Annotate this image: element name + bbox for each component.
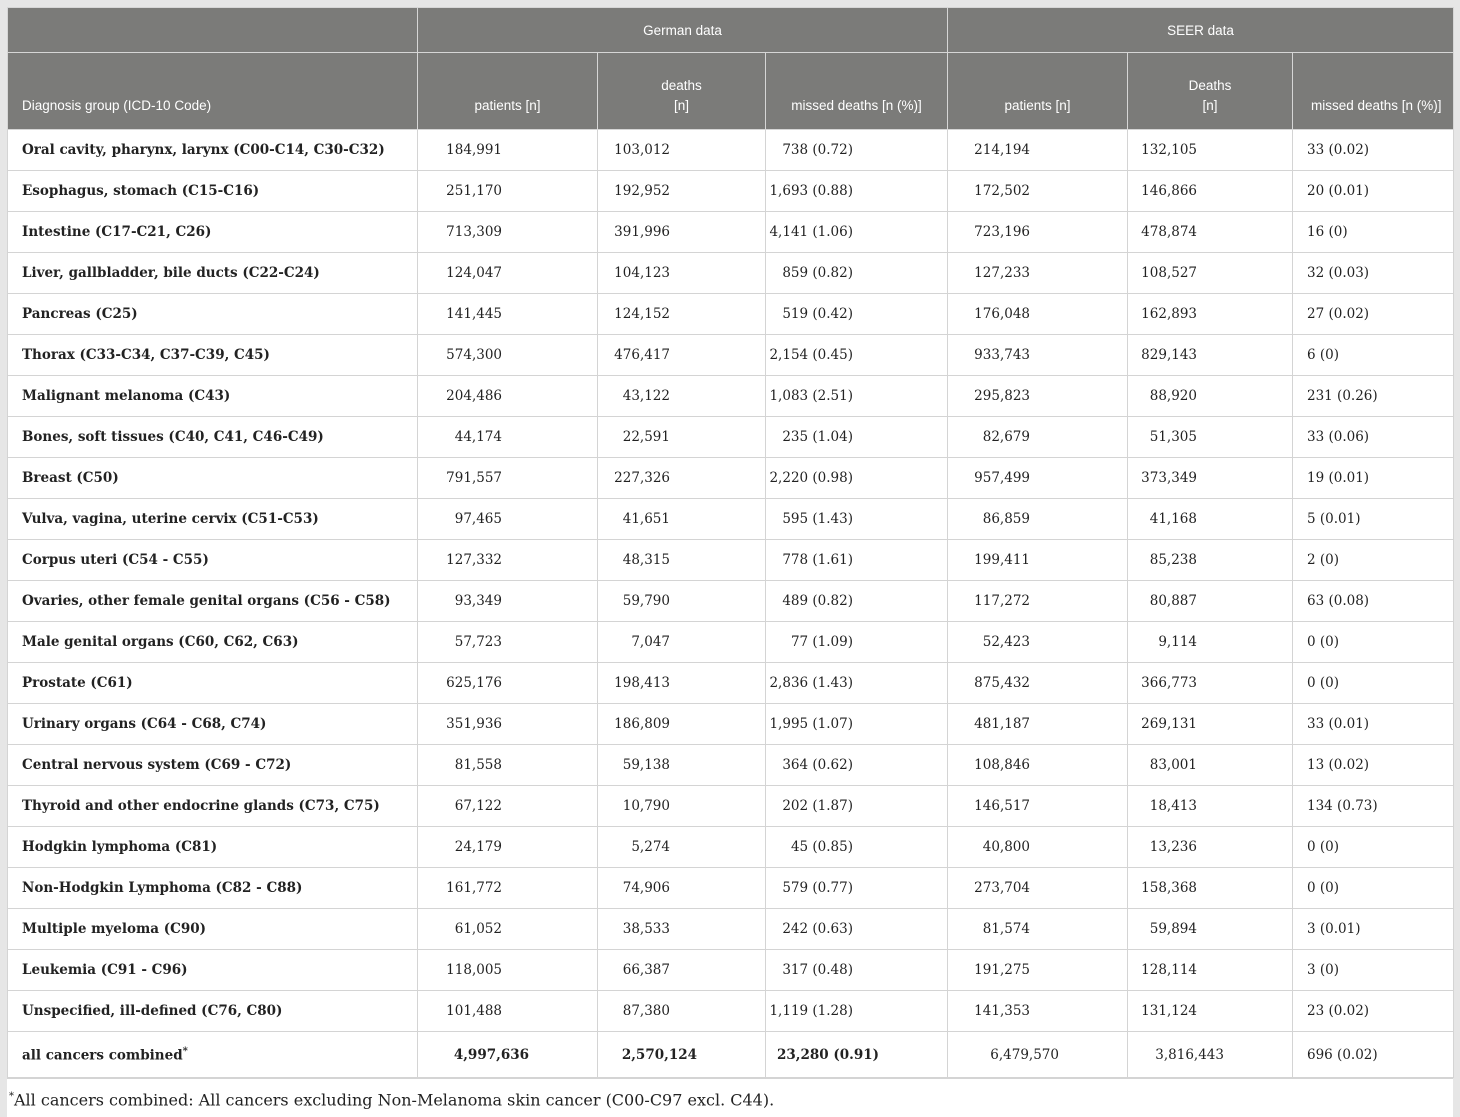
table-row <box>8 171 1454 212</box>
patients-seer-cell: 933,743 <box>948 335 1128 376</box>
patients-seer-cell: 172,502 <box>948 171 1128 212</box>
missed-seer-cell: 33 (0.01) <box>1293 704 1454 745</box>
patients-german-cell: 351,936 <box>418 704 598 745</box>
total-missed-seer: 696 (0.02) <box>1293 1032 1454 1078</box>
patients-seer-cell: 40,800 <box>948 827 1128 868</box>
missed-german-cell: 1,693 (0.88) <box>766 171 948 212</box>
deaths-german-cell: 10,790 <box>598 786 766 827</box>
patients-seer-cell: 176,048 <box>948 294 1128 335</box>
patients-german-cell: 141,445 <box>418 294 598 335</box>
table-row <box>8 499 1454 540</box>
header-patients-german: patients [n] <box>418 53 598 130</box>
missed-seer-cell: 0 (0) <box>1293 622 1454 663</box>
diagnosis-cell: Corpus uteri (C54 - C55) <box>8 540 418 581</box>
table-row <box>8 950 1454 991</box>
deaths-german-cell: 391,996 <box>598 212 766 253</box>
patients-german-cell: 81,558 <box>418 745 598 786</box>
missed-german-cell: 2,220 (0.98) <box>766 458 948 499</box>
table-row <box>8 909 1454 950</box>
deaths-seer-cell: 162,893 <box>1128 294 1293 335</box>
missed-german-cell: 364 (0.62) <box>766 745 948 786</box>
table-row <box>8 581 1454 622</box>
deaths-seer-cell: 158,368 <box>1128 868 1293 909</box>
total-footnote-marker: * <box>182 1045 188 1057</box>
deaths-seer-cell: 9,114 <box>1128 622 1293 663</box>
deaths-german-cell: 38,533 <box>598 909 766 950</box>
table-row <box>8 745 1454 786</box>
table-header <box>8 8 1454 130</box>
table-container <box>7 7 1453 1117</box>
patients-seer-cell: 52,423 <box>948 622 1128 663</box>
total-patients-seer: 6,479,570 <box>948 1032 1128 1078</box>
patients-german-cell: 184,991 <box>418 130 598 171</box>
patients-german-cell: 204,486 <box>418 376 598 417</box>
patients-german-cell: 161,772 <box>418 868 598 909</box>
missed-german-cell: 77 (1.09) <box>766 622 948 663</box>
deaths-german-cell: 103,012 <box>598 130 766 171</box>
deaths-seer-cell: 108,527 <box>1128 253 1293 294</box>
deaths-seer-cell: 373,349 <box>1128 458 1293 499</box>
deaths-german-cell: 186,809 <box>598 704 766 745</box>
patients-german-cell: 67,122 <box>418 786 598 827</box>
patients-german-cell: 713,309 <box>418 212 598 253</box>
deaths-seer-cell: 13,236 <box>1128 827 1293 868</box>
missed-german-cell: 235 (1.04) <box>766 417 948 458</box>
deaths-german-cell: 43,122 <box>598 376 766 417</box>
diagnosis-cell: Male genital organs (C60, C62, C63) <box>8 622 418 663</box>
footnote <box>7 1078 1453 1117</box>
missed-seer-cell: 13 (0.02) <box>1293 745 1454 786</box>
patients-seer-cell: 191,275 <box>948 950 1128 991</box>
table-row <box>8 458 1454 499</box>
deaths-german-cell: 104,123 <box>598 253 766 294</box>
missed-seer-cell: 0 (0) <box>1293 827 1454 868</box>
diagnosis-cell: Ovaries, other female genital organs (C56 - C58) <box>8 581 418 622</box>
footnote-marker: * <box>9 1091 14 1102</box>
deaths-german-cell: 41,651 <box>598 499 766 540</box>
missed-german-cell: 859 (0.82) <box>766 253 948 294</box>
deaths-seer-cell: 132,105 <box>1128 130 1293 171</box>
header-patients-seer: patients [n] <box>948 53 1128 130</box>
deaths-german-cell: 227,326 <box>598 458 766 499</box>
header-deaths-seer-line1: Deaths <box>1188 78 1232 93</box>
deaths-german-cell: 476,417 <box>598 335 766 376</box>
footnote-text: All cancers combined: All cancers excluding Non-Melanoma skin cancer (C00-C97 excl. C44). <box>14 1090 775 1110</box>
patients-seer-cell: 141,353 <box>948 991 1128 1032</box>
deaths-seer-cell: 18,413 <box>1128 786 1293 827</box>
total-label: all cancers combined <box>22 1047 183 1064</box>
deaths-german-cell: 198,413 <box>598 663 766 704</box>
deaths-seer-cell: 366,773 <box>1128 663 1293 704</box>
missed-seer-cell: 3 (0) <box>1293 950 1454 991</box>
patients-seer-cell: 108,846 <box>948 745 1128 786</box>
patients-german-cell: 93,349 <box>418 581 598 622</box>
patients-german-cell: 124,047 <box>418 253 598 294</box>
table-row <box>8 704 1454 745</box>
diagnosis-cell: Bones, soft tissues (C40, C41, C46-C49) <box>8 417 418 458</box>
total-deaths-german: 2,570,124 <box>598 1032 766 1078</box>
diagnosis-cell: Unspecified, ill-defined (C76, C80) <box>8 991 418 1032</box>
deaths-seer-cell: 41,168 <box>1128 499 1293 540</box>
missed-seer-cell: 33 (0.06) <box>1293 417 1454 458</box>
patients-german-cell: 625,176 <box>418 663 598 704</box>
diagnosis-cell: Intestine (C17-C21, C26) <box>8 212 418 253</box>
deaths-seer-cell: 85,238 <box>1128 540 1293 581</box>
diagnosis-cell: Urinary organs (C64 - C68, C74) <box>8 704 418 745</box>
table-row <box>8 540 1454 581</box>
missed-german-cell: 45 (0.85) <box>766 827 948 868</box>
diagnosis-cell: Prostate (C61) <box>8 663 418 704</box>
deaths-seer-cell: 88,920 <box>1128 376 1293 417</box>
patients-seer-cell: 273,704 <box>948 868 1128 909</box>
deaths-seer-cell: 59,894 <box>1128 909 1293 950</box>
patients-german-cell: 791,557 <box>418 458 598 499</box>
deaths-seer-cell: 829,143 <box>1128 335 1293 376</box>
data-table <box>7 7 1454 1078</box>
table-row <box>8 376 1454 417</box>
missed-german-cell: 202 (1.87) <box>766 786 948 827</box>
patients-german-cell: 118,005 <box>418 950 598 991</box>
table-row <box>8 417 1454 458</box>
deaths-seer-cell: 131,124 <box>1128 991 1293 1032</box>
diagnosis-cell: Liver, gallbladder, bile ducts (C22-C24) <box>8 253 418 294</box>
patients-german-cell: 574,300 <box>418 335 598 376</box>
deaths-german-cell: 66,387 <box>598 950 766 991</box>
diagnosis-cell: Oral cavity, pharynx, larynx (C00-C14, C30-C32) <box>8 130 418 171</box>
missed-seer-cell: 33 (0.02) <box>1293 130 1454 171</box>
deaths-seer-cell: 146,866 <box>1128 171 1293 212</box>
header-group-german: German data <box>418 8 948 53</box>
patients-seer-cell: 117,272 <box>948 581 1128 622</box>
missed-seer-cell: 63 (0.08) <box>1293 581 1454 622</box>
missed-german-cell: 317 (0.48) <box>766 950 948 991</box>
patients-seer-cell: 146,517 <box>948 786 1128 827</box>
table-body <box>8 130 1454 1078</box>
deaths-seer-cell: 83,001 <box>1128 745 1293 786</box>
table-row <box>8 868 1454 909</box>
header-deaths-seer-line2: [n] <box>1202 98 1218 113</box>
table-row-total <box>8 1032 1454 1078</box>
deaths-german-cell: 48,315 <box>598 540 766 581</box>
table-row <box>8 130 1454 171</box>
missed-seer-cell: 0 (0) <box>1293 868 1454 909</box>
patients-seer-cell: 214,194 <box>948 130 1128 171</box>
missed-german-cell: 2,154 (0.45) <box>766 335 948 376</box>
missed-german-cell: 595 (1.43) <box>766 499 948 540</box>
diagnosis-cell: Thorax (C33-C34, C37-C39, C45) <box>8 335 418 376</box>
deaths-german-cell: 192,952 <box>598 171 766 212</box>
diagnosis-cell: Hodgkin lymphoma (C81) <box>8 827 418 868</box>
patients-seer-cell: 82,679 <box>948 417 1128 458</box>
table-row <box>8 253 1454 294</box>
deaths-german-cell: 5,274 <box>598 827 766 868</box>
diagnosis-cell: Thyroid and other endocrine glands (C73, C75) <box>8 786 418 827</box>
header-deaths-seer <box>1128 53 1293 130</box>
missed-german-cell: 1,995 (1.07) <box>766 704 948 745</box>
missed-seer-cell: 19 (0.01) <box>1293 458 1454 499</box>
missed-german-cell: 519 (0.42) <box>766 294 948 335</box>
patients-german-cell: 57,723 <box>418 622 598 663</box>
deaths-german-cell: 59,790 <box>598 581 766 622</box>
table-row <box>8 335 1454 376</box>
missed-seer-cell: 231 (0.26) <box>1293 376 1454 417</box>
header-missed-german: missed deaths [n (%)] <box>766 53 948 130</box>
table-row <box>8 212 1454 253</box>
missed-german-cell: 2,836 (1.43) <box>766 663 948 704</box>
missed-seer-cell: 6 (0) <box>1293 335 1454 376</box>
missed-seer-cell: 0 (0) <box>1293 663 1454 704</box>
patients-seer-cell: 875,432 <box>948 663 1128 704</box>
table-row <box>8 786 1454 827</box>
total-patients-german: 4,997,636 <box>418 1032 598 1078</box>
patients-seer-cell: 481,187 <box>948 704 1128 745</box>
deaths-german-cell: 87,380 <box>598 991 766 1032</box>
patients-german-cell: 44,174 <box>418 417 598 458</box>
missed-german-cell: 4,141 (1.06) <box>766 212 948 253</box>
missed-seer-cell: 20 (0.01) <box>1293 171 1454 212</box>
header-group-seer: SEER data <box>948 8 1454 53</box>
missed-seer-cell: 27 (0.02) <box>1293 294 1454 335</box>
missed-seer-cell: 32 (0.03) <box>1293 253 1454 294</box>
deaths-german-cell: 7,047 <box>598 622 766 663</box>
diagnosis-cell: Central nervous system (C69 - C72) <box>8 745 418 786</box>
diagnosis-cell: Non-Hodgkin Lymphoma (C82 - C88) <box>8 868 418 909</box>
total-label-cell <box>8 1032 418 1078</box>
diagnosis-cell: Pancreas (C25) <box>8 294 418 335</box>
diagnosis-cell: Leukemia (C91 - C96) <box>8 950 418 991</box>
patients-seer-cell: 127,233 <box>948 253 1128 294</box>
table-row <box>8 294 1454 335</box>
deaths-german-cell: 59,138 <box>598 745 766 786</box>
patients-seer-cell: 295,823 <box>948 376 1128 417</box>
table-row <box>8 991 1454 1032</box>
missed-german-cell: 1,083 (2.51) <box>766 376 948 417</box>
header-missed-seer: missed deaths [n (%)] <box>1293 53 1454 130</box>
header-empty-cell <box>8 8 418 53</box>
missed-german-cell: 738 (0.72) <box>766 130 948 171</box>
patients-seer-cell: 199,411 <box>948 540 1128 581</box>
diagnosis-cell: Vulva, vagina, uterine cervix (C51-C53) <box>8 499 418 540</box>
diagnosis-cell: Breast (C50) <box>8 458 418 499</box>
total-missed-german: 23,280 (0.91) <box>766 1032 948 1078</box>
header-deaths-german-line1: deaths <box>661 78 702 93</box>
deaths-seer-cell: 80,887 <box>1128 581 1293 622</box>
diagnosis-cell: Multiple myeloma (C90) <box>8 909 418 950</box>
header-deaths-german <box>598 53 766 130</box>
deaths-german-cell: 22,591 <box>598 417 766 458</box>
deaths-german-cell: 124,152 <box>598 294 766 335</box>
patients-seer-cell: 81,574 <box>948 909 1128 950</box>
deaths-seer-cell: 269,131 <box>1128 704 1293 745</box>
missed-german-cell: 489 (0.82) <box>766 581 948 622</box>
missed-german-cell: 242 (0.63) <box>766 909 948 950</box>
patients-seer-cell: 957,499 <box>948 458 1128 499</box>
patients-seer-cell: 86,859 <box>948 499 1128 540</box>
total-deaths-seer: 3,816,443 <box>1128 1032 1293 1078</box>
deaths-seer-cell: 478,874 <box>1128 212 1293 253</box>
missed-german-cell: 1,119 (1.28) <box>766 991 948 1032</box>
patients-german-cell: 97,465 <box>418 499 598 540</box>
missed-seer-cell: 3 (0.01) <box>1293 909 1454 950</box>
deaths-seer-cell: 128,114 <box>1128 950 1293 991</box>
missed-german-cell: 579 (0.77) <box>766 868 948 909</box>
table-row <box>8 663 1454 704</box>
patients-german-cell: 251,170 <box>418 171 598 212</box>
missed-german-cell: 778 (1.61) <box>766 540 948 581</box>
missed-seer-cell: 134 (0.73) <box>1293 786 1454 827</box>
missed-seer-cell: 5 (0.01) <box>1293 499 1454 540</box>
missed-seer-cell: 2 (0) <box>1293 540 1454 581</box>
missed-seer-cell: 23 (0.02) <box>1293 991 1454 1032</box>
patients-german-cell: 101,488 <box>418 991 598 1032</box>
deaths-german-cell: 74,906 <box>598 868 766 909</box>
patients-seer-cell: 723,196 <box>948 212 1128 253</box>
table-row <box>8 827 1454 868</box>
header-deaths-german-line2: [n] <box>673 98 689 113</box>
patients-german-cell: 61,052 <box>418 909 598 950</box>
patients-german-cell: 24,179 <box>418 827 598 868</box>
table-row <box>8 622 1454 663</box>
patients-german-cell: 127,332 <box>418 540 598 581</box>
missed-seer-cell: 16 (0) <box>1293 212 1454 253</box>
header-diagnosis-group: Diagnosis group (ICD-10 Code) <box>8 53 418 130</box>
diagnosis-cell: Esophagus, stomach (C15-C16) <box>8 171 418 212</box>
deaths-seer-cell: 51,305 <box>1128 417 1293 458</box>
diagnosis-cell: Malignant melanoma (C43) <box>8 376 418 417</box>
